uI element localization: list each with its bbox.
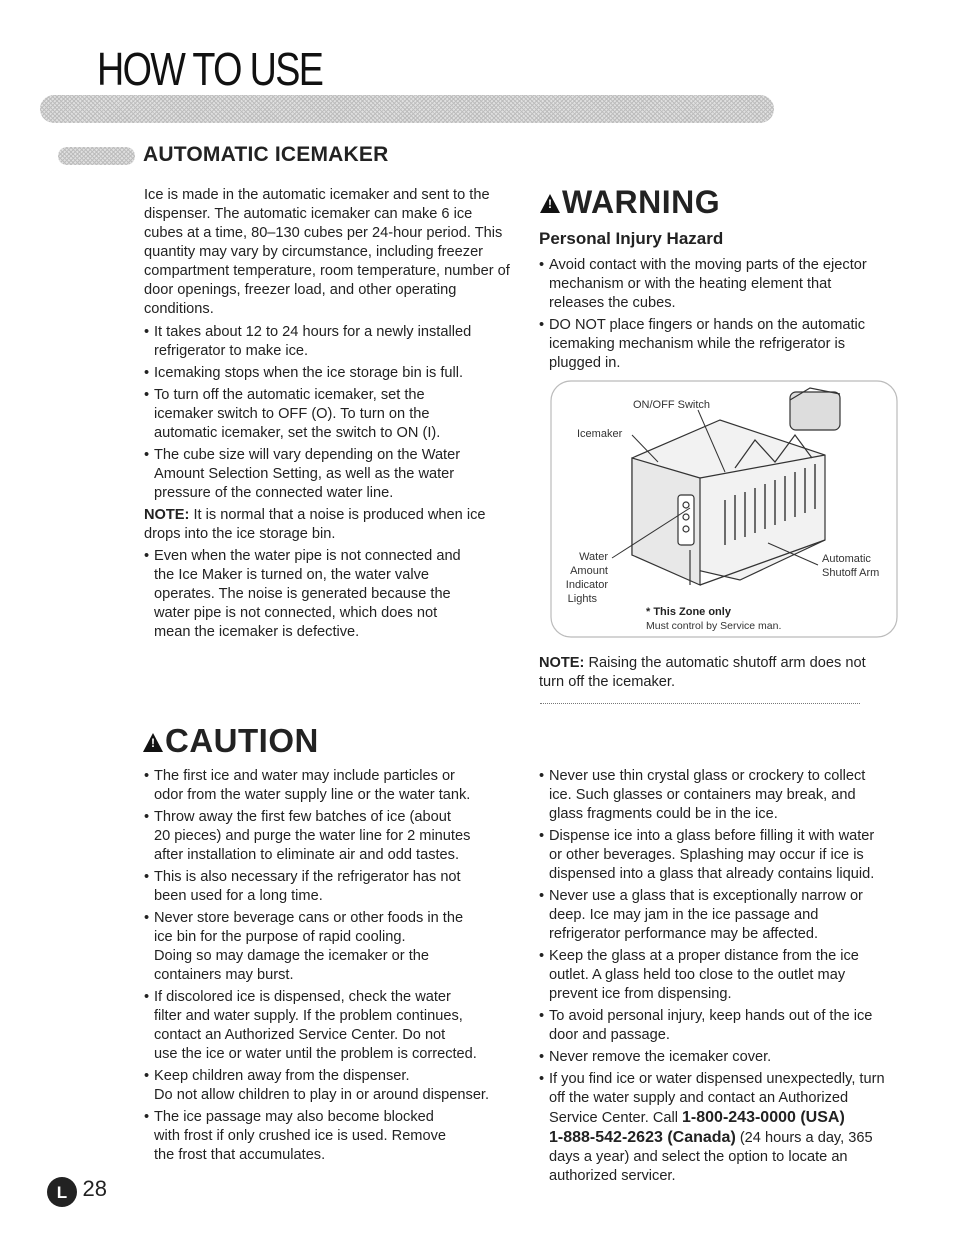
list-item: • The first ice and water may include particles or odor from the water supply line or the water tank. bbox=[144, 767, 524, 805]
caution-heading-text: CAUTION bbox=[165, 722, 319, 759]
list-item: • To turn off the automatic icemaker, set the icemaker switch to OFF (O). To turn on the automatic icemaker, set the switch to ON (I). bbox=[144, 386, 514, 443]
label-icemaker: Icemaker bbox=[577, 428, 623, 440]
left-column bbox=[144, 186, 514, 645]
list-item: • If discolored ice is dispensed, check the water filter and water supply. If the problem continues, contact an Authorized Service Center. Do not use the ice or water until the problem is corrected. bbox=[144, 988, 524, 1064]
phone-usa: 1-800-243-0000 (USA) bbox=[682, 1109, 845, 1126]
icemaker-diagram bbox=[550, 380, 898, 638]
page-title: HOW TO USE bbox=[97, 43, 323, 95]
logo-letter: L bbox=[56, 1183, 68, 1202]
phone-canada: 1-888-542-2623 (Canada) bbox=[549, 1129, 736, 1146]
note-label: NOTE: bbox=[539, 655, 585, 671]
list-item: • Keep the glass at a proper distance from the ice outlet. A glass held too close to the outlet may prevent ice from dispensing. bbox=[539, 947, 919, 1004]
list-item: • This is also necessary if the refrigerator has not been used for a long time. bbox=[144, 868, 524, 906]
label-onoff-switch: ON/OFF Switch bbox=[633, 399, 711, 411]
contact-text: If you find ice or water dispensed unexpectedly, turn off the water supply and contact an Authorized Service Center. Call bbox=[549, 1071, 885, 1126]
note-shutoff-arm bbox=[539, 654, 879, 692]
note-text: Raising the automatic shutoff arm does not turn off the icemaker. bbox=[539, 655, 866, 690]
list-item: • Never use a glass that is exceptionally narrow or deep. Ice may jam in the ice passage and refrigerator performance may be affected. bbox=[539, 887, 919, 944]
caution-triangle-icon: ! bbox=[143, 733, 163, 752]
label-indicator: Indicator bbox=[565, 579, 608, 591]
list-item: • Never store beverage cans or other foods in the ice bin for the purpose of rapid cooling. Doing so may damage the icemaker or the containers may burst. bbox=[144, 909, 524, 985]
header-bar bbox=[40, 95, 774, 123]
label-water: Water bbox=[579, 551, 608, 563]
zone-subtitle: Must control by Service man. bbox=[646, 620, 782, 632]
note-paragraph bbox=[144, 506, 514, 544]
list-item: • Icemaking stops when the ice storage bin is full. bbox=[144, 364, 514, 383]
list-item: • Even when the water pipe is not connected and the Ice Maker is turned on, the water valve operates. The noise is generated because the water pipe is not connected, which does not mean the icemaker is defective. bbox=[144, 547, 514, 642]
page-number bbox=[46, 1176, 107, 1208]
warning-subheading: Personal Injury Hazard bbox=[539, 229, 724, 248]
warning-triangle-icon: ! bbox=[540, 194, 560, 213]
section-bar bbox=[58, 147, 135, 165]
list-item: • It takes about 12 to 24 hours for a newly installed refrigerator to make ice. bbox=[144, 323, 514, 361]
list-item: • Never remove the icemaker cover. bbox=[539, 1048, 919, 1067]
divider bbox=[540, 703, 860, 704]
zone-title: * This Zone only bbox=[646, 606, 731, 618]
note-text: It is normal that a noise is produced when ice drops into the ice storage bin. bbox=[144, 507, 486, 542]
icemaker-bullets-2 bbox=[144, 547, 514, 642]
list-item: • The ice passage may also become blocked with frost if only crushed ice is used. Remove the frost that accumulates. bbox=[144, 1108, 524, 1165]
list-item: • To avoid personal injury, keep hands out of the ice door and passage. bbox=[539, 1007, 919, 1045]
label-automatic: Automatic bbox=[822, 553, 871, 565]
list-item: • The cube size will vary depending on the Water Amount Selection Setting, as well as the water pressure of the connected water line. bbox=[144, 446, 514, 503]
note-label: NOTE: bbox=[144, 507, 190, 523]
icemaker-bullets bbox=[144, 323, 514, 503]
warning-heading-text: WARNING bbox=[562, 184, 721, 220]
label-amount: Amount bbox=[570, 565, 608, 577]
page-number-text: 28 bbox=[82, 1176, 107, 1202]
contact-text-post: (24 hours a day, 365 days a year) and select the option to locate an authorized servicer. bbox=[549, 1130, 873, 1184]
warning-heading bbox=[540, 184, 720, 221]
list-item: • Avoid contact with the moving parts of the ejector mechanism or with the heating element that releases the cubes. bbox=[539, 256, 899, 313]
list-item bbox=[539, 1070, 919, 1186]
label-lights: Lights bbox=[567, 593, 597, 605]
caution-right-list bbox=[539, 767, 919, 1189]
list-item: • Throw away the first few batches of ice (about 20 pieces) and purge the water line for 2 minutes after installation to eliminate air and odd tastes. bbox=[144, 808, 524, 865]
list-item: • Never use thin crystal glass or crockery to collect ice. Such glasses or containers may break, and glass fragments could be in the ice. bbox=[539, 767, 919, 824]
caution-heading bbox=[143, 722, 319, 760]
lg-logo-icon bbox=[46, 1176, 78, 1208]
list-item: • Dispense ice into a glass before filling it with water or other beverages. Splashing may occur if ice is dispensed into a glass that already contains liquid. bbox=[539, 827, 919, 884]
caution-left-list bbox=[144, 767, 524, 1168]
list-item: • Keep children away from the dispenser. Do not allow children to play in or around dispenser. bbox=[144, 1067, 524, 1105]
label-shutoff-arm: Shutoff Arm bbox=[822, 567, 880, 579]
warning-list bbox=[539, 256, 899, 376]
section-title: AUTOMATIC ICEMAKER bbox=[143, 143, 389, 166]
list-item: • DO NOT place fingers or hands on the automatic icemaking mechanism while the refrigerator is plugged in. bbox=[539, 316, 899, 373]
intro-paragraph: Ice is made in the automatic icemaker and sent to the dispenser. The automatic icemaker can make 6 ice cubes at a time, 80–130 cubes per 24-hour period. This quantity may vary by circumstance, including freezer compartment temperature, room temperature, number of door openings, freezer load, and other operating conditions. bbox=[144, 187, 510, 317]
